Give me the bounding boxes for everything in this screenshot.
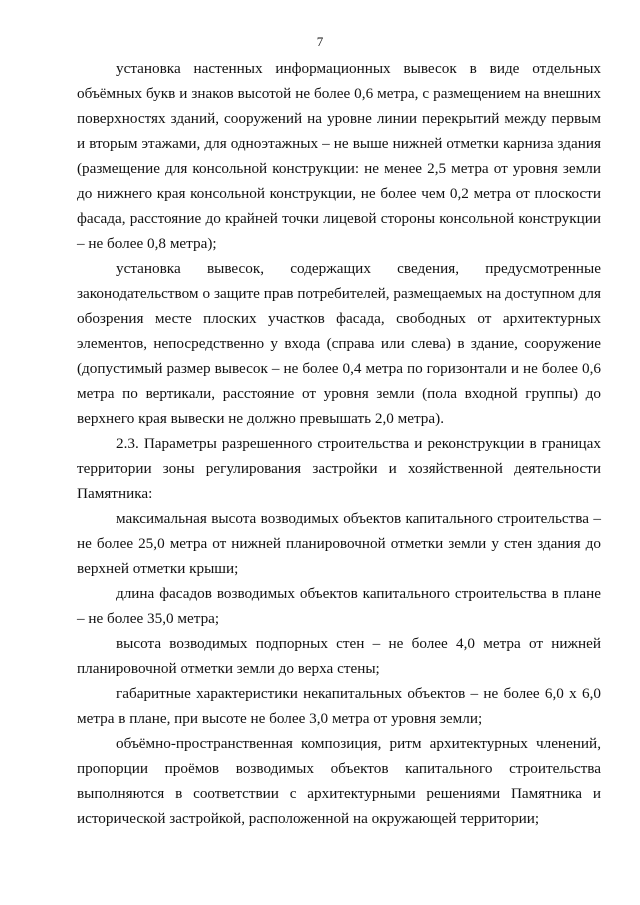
paragraph-consumer-signs: установка вывесок, содержащих сведения, предусмотренные законодательством о защите прав потребителей, размещаемых на доступном для обозрения месте плоских участков фасада, свободных от архитектурных элементов, непосредственно у входа (справа или слева) в здание, сооружение (допустимый размер вывесок – не более 0,4 метра по горизонтали и не более 0,6 метра по вертикали, расстояние от уровня земли (пола входной группы) до верхнего края вывески не должно превышать 2,0 метра). [77, 260, 601, 427]
document-body [77, 56, 601, 831]
paragraph-composition: объёмно-пространственная композиция, ритм архитектурных членений, пропорции проёмов возводимых объектов капитального строительства выполняются в соответствии с архитектурными решениями Памятника и исторической застройкой, расположенной на окружающей территории; [77, 735, 601, 827]
paragraph-wall-signs: установка настенных информационных вывесок в виде отдельных объёмных букв и знаков высотой не более 0,6 метра, с размещением на внешних поверхностях зданий, сооружений на уровне линии перекрытий между первым и вторым этажами, для одноэтажных – не выше нижней отметки карниза здания (размещение для консольной конструкции: не менее 2,5 метра от уровня земли до нижнего края консольной конструкции, не более чем 0,2 метра от плоскости фасада, расстояние до крайней точки лицевой стороны консольной конструкции – не более 0,8 метра); [77, 60, 601, 252]
paragraph-noncapital-objects: габаритные характеристики некапитальных объектов – не более 6,0 х 6,0 метра в плане, при высоте не более 3,0 метра от уровня земли; [77, 685, 601, 727]
paragraph-retaining-walls: высота возводимых подпорных стен – не более 4,0 метра от нижней планировочной отметки земли до верха стены; [77, 635, 601, 677]
page-number: 7 [316, 34, 324, 49]
section-heading-2-3: 2.3. Параметры разрешенного строительства и реконструкции в границах территории зоны регулирования застройки и хозяйственной деятельности Памятника: [77, 435, 601, 502]
paragraph-max-height: максимальная высота возводимых объектов капитального строительства – не более 25,0 метра от нижней планировочной отметки земли у стен здания до верхней отметки крыши; [77, 510, 601, 577]
paragraph-facade-length: длина фасадов возводимых объектов капитального строительства в плане – не более 35,0 метра; [77, 585, 601, 627]
